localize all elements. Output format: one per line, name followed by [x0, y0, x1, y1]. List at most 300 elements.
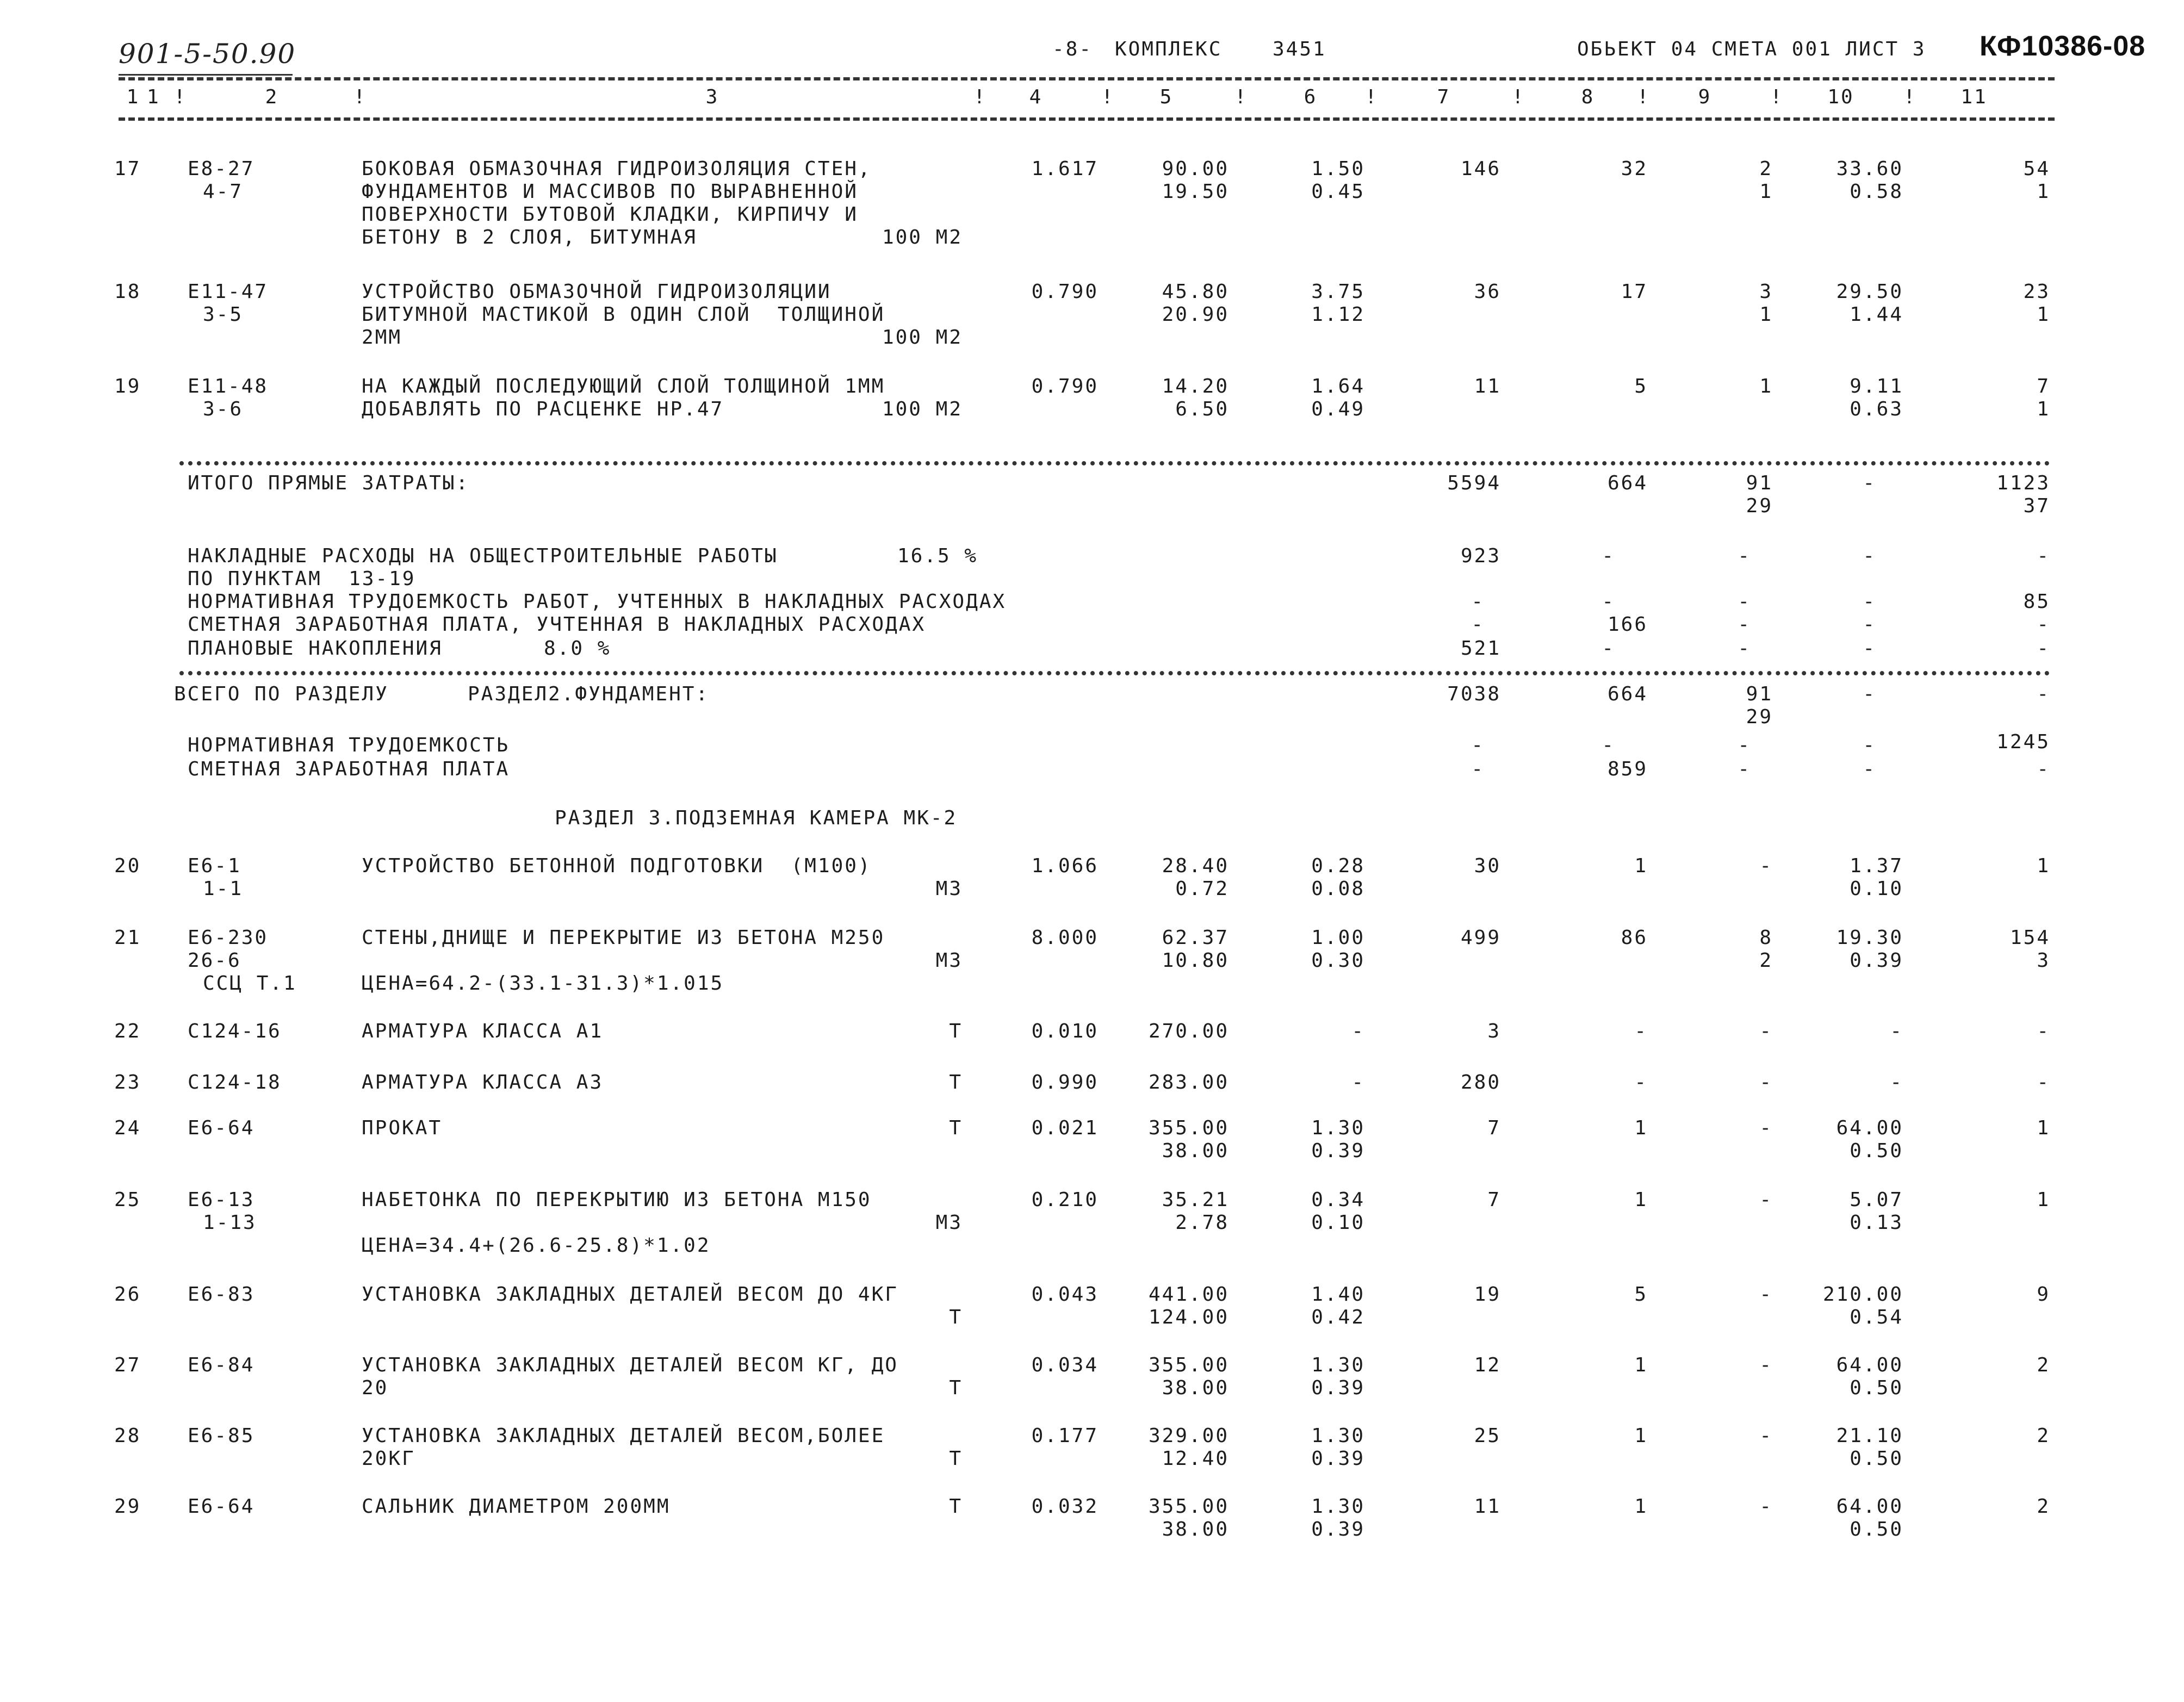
row-quantity: 1.617: [1031, 158, 1099, 180]
row-description: НА КАЖДЫЙ ПОСЛЕДУЮЩИЙ СЛОЙ ТОЛЩИНОЙ 1ММ: [362, 375, 885, 397]
overheads-c11: -: [2037, 545, 2050, 567]
col-sep: !: [973, 86, 987, 108]
row-quantity: 0.034: [1031, 1354, 1099, 1376]
norm-labor-c8: -: [1602, 734, 1615, 756]
row-description: ЦЕНА=64.2-(33.1-31.3)*1.015: [362, 972, 724, 995]
row-unit-price: 6.50: [1175, 398, 1229, 420]
row-col8: -: [1634, 1071, 1648, 1094]
wages-c9: -: [1738, 758, 1751, 780]
row-unit-price: 20.90: [1162, 303, 1229, 326]
row-col6: 0.42: [1311, 1306, 1365, 1328]
norm-labor-overhead-c8: -: [1602, 591, 1615, 613]
row-code: 3-5: [203, 303, 244, 326]
row-col10: 5.07: [1850, 1189, 1903, 1211]
row-code: Е11-48: [188, 375, 269, 397]
col-number-8: 8: [1581, 86, 1595, 108]
row-code: Е6-64: [188, 1495, 255, 1518]
row-col9: 1: [1759, 303, 1773, 326]
col-sep: 1 !: [147, 86, 188, 108]
row-col6: 1.00: [1311, 927, 1365, 949]
row-col8: 1: [1634, 1495, 1648, 1518]
col-number-7: 7: [1437, 86, 1451, 108]
row-col6: 1.64: [1311, 375, 1365, 397]
row-col6: 0.28: [1311, 855, 1365, 877]
row-unit-price: 2.78: [1175, 1212, 1229, 1234]
overheads-label: НАКЛАДНЫЕ РАСХОДЫ НА ОБЩЕСТРОИТЕЛЬНЫЕ РАБОТЫ: [188, 545, 778, 567]
drawing-code: КФ10386-08: [1980, 30, 2146, 62]
row-unit: Т: [949, 1020, 963, 1042]
section-total-dotted-rule: [179, 671, 2050, 675]
row-description: 20КГ: [362, 1448, 415, 1470]
row-col10: 1.44: [1850, 303, 1903, 326]
row-unit: М3: [935, 1212, 963, 1234]
row-unit-price: 19.50: [1162, 181, 1229, 203]
row-code: 1-1: [203, 878, 244, 900]
row-quantity: 0.043: [1031, 1283, 1099, 1306]
col-sep: !: [1637, 86, 1651, 108]
row-unit-price: 10.80: [1162, 949, 1229, 972]
row-description: УСТРОЙСТВО ОБМАЗОЧНОЙ ГИДРОИЗОЛЯЦИИ: [362, 281, 832, 303]
row-col10: -: [1890, 1020, 1903, 1042]
row-unit-price: 355.00: [1148, 1354, 1229, 1376]
row-col10: 1.37: [1850, 855, 1903, 877]
row-col10: 0.39: [1850, 949, 1903, 972]
planned-savings-c11: -: [2037, 637, 2050, 660]
row-description: НАБЕТОНКА ПО ПЕРЕКРЫТИЮ ИЗ БЕТОНА М150: [362, 1189, 872, 1211]
row-col7: 19: [1474, 1283, 1501, 1306]
wages-c11: -: [2037, 758, 2050, 780]
wages-overhead-c9: -: [1738, 613, 1751, 636]
row-number: 19: [114, 375, 141, 397]
row-code: Е6-64: [188, 1117, 255, 1139]
col-number-2: 2: [265, 86, 279, 108]
row-col6: 0.10: [1311, 1212, 1365, 1234]
row-description: ПРОКАТ: [362, 1117, 443, 1139]
section-total-label: ВСЕГО ПО РАЗДЕЛУ: [174, 683, 389, 705]
wages-c8: 859: [1607, 758, 1648, 780]
section-total-c9-2: 29: [1746, 706, 1773, 728]
wages-overhead-c10: -: [1863, 613, 1876, 636]
direct-costs-label: ИТОГО ПРЯМЫЕ ЗАТРАТЫ:: [188, 472, 470, 494]
row-col10: 21.10: [1836, 1425, 1903, 1447]
section-total-c7: 7038: [1447, 683, 1501, 705]
row-unit-price: 355.00: [1148, 1117, 1229, 1139]
planned-savings-c10: -: [1863, 637, 1876, 660]
row-code: 1-13: [203, 1212, 257, 1234]
row-number: 22: [114, 1020, 141, 1042]
row-quantity: 0.990: [1031, 1071, 1099, 1094]
wages-overhead-c7: -: [1471, 613, 1485, 636]
col-sep: !: [353, 86, 367, 108]
col-sep: !: [1770, 86, 1784, 108]
col-number-11: 11: [1960, 86, 1988, 108]
row-col10: 29.50: [1836, 281, 1903, 303]
row-col11: 2: [2037, 1495, 2050, 1518]
row-col11: -: [2037, 1020, 2050, 1042]
row-col9: -: [1759, 1354, 1773, 1376]
row-code: 26-6: [188, 949, 241, 972]
col-sep: !: [1365, 86, 1379, 108]
row-col9: -: [1759, 1425, 1773, 1447]
col-number-10: 10: [1827, 86, 1854, 108]
row-number: 29: [114, 1495, 141, 1518]
direct-costs-c11-2: 37: [2023, 495, 2050, 517]
direct-costs-c9-2: 29: [1746, 495, 1773, 517]
row-col6: -: [1351, 1020, 1365, 1042]
row-description: СТЕНЫ,ДНИЩЕ И ПЕРЕКРЫТИЕ ИЗ БЕТОНА М250: [362, 927, 885, 949]
row-code: 4-7: [203, 181, 244, 203]
row-col10: 9.11: [1850, 375, 1903, 397]
row-description: 20: [362, 1377, 389, 1399]
row-unit-price: 38.00: [1162, 1518, 1229, 1541]
norm-labor-c11: 1245: [1996, 731, 2050, 753]
row-unit-price: 35.21: [1162, 1189, 1229, 1211]
page-label: -8-: [1052, 38, 1093, 60]
row-unit-price: 124.00: [1148, 1306, 1229, 1328]
wages-overhead-c8: 166: [1607, 613, 1648, 636]
row-col11: 3: [2037, 949, 2050, 972]
row-code: Е6-13: [188, 1189, 255, 1211]
row-col10: 64.00: [1836, 1495, 1903, 1518]
row-col10: 64.00: [1836, 1117, 1903, 1139]
row-number: 26: [114, 1283, 141, 1306]
row-unit-price: 38.00: [1162, 1140, 1229, 1162]
row-col9: -: [1759, 1283, 1773, 1306]
row-col10: 0.10: [1850, 878, 1903, 900]
row-col8: 1: [1634, 1354, 1648, 1376]
row-col7: 25: [1474, 1425, 1501, 1447]
row-unit-price: 62.37: [1162, 927, 1229, 949]
row-col6: 0.30: [1311, 949, 1365, 972]
row-col10: 64.00: [1836, 1354, 1903, 1376]
row-description: БОКОВАЯ ОБМАЗОЧНАЯ ГИДРОИЗОЛЯЦИЯ СТЕН,: [362, 158, 872, 180]
row-unit-price: 90.00: [1162, 158, 1229, 180]
row-col9: -: [1759, 1071, 1773, 1094]
row-col6: 0.39: [1311, 1448, 1365, 1470]
row-col7: 280: [1460, 1071, 1501, 1094]
row-col11: 9: [2037, 1283, 2050, 1306]
row-description: САЛЬНИК ДИАМЕТРОМ 200ММ: [362, 1495, 671, 1518]
row-description: УСТРОЙСТВО БЕТОННОЙ ПОДГОТОВКИ (М100): [362, 855, 872, 877]
row-col9: -: [1759, 1117, 1773, 1139]
wages-overhead-label: СМЕТНАЯ ЗАРАБОТНАЯ ПЛАТА, УЧТЕННАЯ В НАКЛАДНЫХ РАСХОДАХ: [188, 613, 926, 636]
norm-labor-c7: -: [1471, 734, 1485, 756]
row-col11: 7: [2037, 375, 2050, 397]
row-code: 3-6: [203, 398, 244, 420]
row-unit-price: 38.00: [1162, 1377, 1229, 1399]
row-col7: 146: [1460, 158, 1501, 180]
row-quantity: 0.210: [1031, 1189, 1099, 1211]
section-total-c10: -: [1863, 683, 1876, 705]
row-code: Е6-230: [188, 927, 269, 949]
row-unit-price: 45.80: [1162, 281, 1229, 303]
row-col9: 2: [1759, 949, 1773, 972]
row-col7: 30: [1474, 855, 1501, 877]
row-col8: 1: [1634, 1117, 1648, 1139]
row-col10: 0.50: [1850, 1518, 1903, 1541]
row-col11: 154: [2009, 927, 2050, 949]
row-col6: 1.50: [1311, 158, 1365, 180]
row-quantity: 0.010: [1031, 1020, 1099, 1042]
row-unit: Т: [949, 1495, 963, 1518]
row-unit: 100 М2: [882, 326, 963, 349]
row-col10: 0.50: [1850, 1140, 1903, 1162]
row-col11: 2: [2037, 1425, 2050, 1447]
row-number: 27: [114, 1354, 141, 1376]
row-unit-price: 355.00: [1148, 1495, 1229, 1518]
header-bottom-rule: [119, 117, 2055, 121]
direct-costs-c9-1: 91: [1746, 472, 1773, 494]
col-number-3: 3: [705, 86, 719, 108]
section-total-name: РАЗДЕЛ2.ФУНДАМЕНТ:: [468, 683, 710, 705]
col-number-5: 5: [1159, 86, 1174, 108]
row-col6: 0.34: [1311, 1189, 1365, 1211]
row-col9: 2: [1759, 158, 1773, 180]
row-col6: 0.39: [1311, 1140, 1365, 1162]
overheads-percent: 16.5 %: [897, 545, 978, 567]
wages-c7: -: [1471, 758, 1485, 780]
row-col11: 1: [2037, 303, 2050, 326]
row-col11: 2: [2037, 1354, 2050, 1376]
row-unit: М3: [935, 878, 963, 900]
row-number: 24: [114, 1117, 141, 1139]
direct-costs-c11-1: 1123: [1996, 472, 2050, 494]
row-col6: 0.39: [1311, 1377, 1365, 1399]
planned-savings-c8: -: [1602, 637, 1615, 660]
norm-labor-overhead-label: НОРМАТИВНАЯ ТРУДОЕМКОСТЬ РАБОТ, УЧТЕННЫХ В НАКЛАДНЫХ РАСХОДАХ: [188, 591, 1007, 613]
row-unit-price: 329.00: [1148, 1425, 1229, 1447]
row-col11: 1: [2037, 1117, 2050, 1139]
row-code: Е6-1: [188, 855, 241, 877]
row-unit: 100 М2: [882, 398, 963, 420]
row-description: УСТАНОВКА ЗАКЛАДНЫХ ДЕТАЛЕЙ ВЕСОМ КГ, ДО: [362, 1354, 898, 1376]
row-description: УСТАНОВКА ЗАКЛАДНЫХ ДЕТАЛЕЙ ВЕСОМ,БОЛЕЕ: [362, 1425, 885, 1447]
row-code: Е8-27: [188, 158, 255, 180]
row-unit-price: 14.20: [1162, 375, 1229, 397]
row-col9: -: [1759, 1020, 1773, 1042]
row-unit-price: 0.72: [1175, 878, 1229, 900]
norm-labor-c10: -: [1863, 734, 1876, 756]
overheads-c7: 923: [1460, 545, 1501, 567]
row-col10: 33.60: [1836, 158, 1903, 180]
planned-savings-percent: 8.0 %: [544, 637, 611, 660]
row-col7: 11: [1474, 1495, 1501, 1518]
row-col6: 1.30: [1311, 1425, 1365, 1447]
row-quantity: 0.177: [1031, 1425, 1099, 1447]
section-3-title: РАЗДЕЛ 3.ПОДЗЕМНАЯ КАМЕРА МК-2: [555, 807, 958, 829]
overheads-label-2: ПО ПУНКТАМ 13-19: [188, 568, 416, 590]
row-code: С124-18: [188, 1071, 282, 1094]
row-col6: 0.08: [1311, 878, 1365, 900]
direct-costs-c10: -: [1863, 472, 1876, 494]
row-number: 20: [114, 855, 141, 877]
wages-c10: -: [1863, 758, 1876, 780]
row-col8: 17: [1621, 281, 1648, 303]
row-code: Е6-84: [188, 1354, 255, 1376]
wages-overhead-c11: -: [2037, 613, 2050, 636]
row-col10: 19.30: [1836, 927, 1903, 949]
row-col10: 0.13: [1850, 1212, 1903, 1234]
row-col11: 54: [2023, 158, 2050, 180]
row-code: Е6-83: [188, 1283, 255, 1306]
row-code: Е11-47: [188, 281, 269, 303]
row-number: 25: [114, 1189, 141, 1211]
col-sep: !: [1234, 86, 1248, 108]
overheads-c10: -: [1863, 545, 1876, 567]
planned-savings-label: ПЛАНОВЫЕ НАКОПЛЕНИЯ: [188, 637, 443, 660]
row-number: 28: [114, 1425, 141, 1447]
section-total-c9-1: 91: [1746, 683, 1773, 705]
row-col8: 32: [1621, 158, 1648, 180]
row-col7: 11: [1474, 375, 1501, 397]
row-col8: 5: [1634, 1283, 1648, 1306]
header-top-rule: [119, 77, 2055, 80]
row-quantity: 0.021: [1031, 1117, 1099, 1139]
row-unit: 100 М2: [882, 226, 963, 249]
row-unit-price: 441.00: [1148, 1283, 1229, 1306]
norm-labor-overhead-c9: -: [1738, 591, 1751, 613]
norm-labor-overhead-c7: -: [1471, 591, 1485, 613]
row-quantity: 0.790: [1031, 375, 1099, 397]
row-col7: 12: [1474, 1354, 1501, 1376]
direct-costs-c8: 664: [1607, 472, 1648, 494]
row-col10: 0.63: [1850, 398, 1903, 420]
norm-labor-c9: -: [1738, 734, 1751, 756]
row-description: 2ММ: [362, 326, 402, 349]
col-number-4: 4: [1029, 86, 1043, 108]
col-sep: !: [1512, 86, 1525, 108]
row-col6: 1.30: [1311, 1354, 1365, 1376]
norm-labor-overhead-c11: 85: [2023, 591, 2050, 613]
row-col9: -: [1759, 855, 1773, 877]
col-number-6: 6: [1304, 86, 1318, 108]
row-col9: 1: [1759, 375, 1773, 397]
row-description: УСТАНОВКА ЗАКЛАДНЫХ ДЕТАЛЕЙ ВЕСОМ ДО 4КГ: [362, 1283, 898, 1306]
row-code: С124-16: [188, 1020, 282, 1042]
complex-label: КОМПЛЕКС: [1115, 38, 1223, 60]
row-unit: Т: [949, 1117, 963, 1139]
row-code: ССЦ Т.1: [203, 972, 297, 995]
row-col6: 3.75: [1311, 281, 1365, 303]
row-col6: 1.40: [1311, 1283, 1365, 1306]
col-sep: !: [1101, 86, 1115, 108]
row-quantity: 1.066: [1031, 855, 1099, 877]
row-col10: 0.54: [1850, 1306, 1903, 1328]
row-col11: 1: [2037, 1189, 2050, 1211]
totals-top-dotted-rule: [179, 461, 2050, 465]
row-col11: 1: [2037, 398, 2050, 420]
row-unit: Т: [949, 1377, 963, 1399]
col-sep: !: [1903, 86, 1917, 108]
row-unit-price: 270.00: [1148, 1020, 1229, 1042]
section-total-c11: -: [2037, 683, 2050, 705]
row-col11: 1: [2037, 181, 2050, 203]
row-unit: М3: [935, 949, 963, 972]
row-quantity: 0.790: [1031, 281, 1099, 303]
row-col7: 499: [1460, 927, 1501, 949]
row-col7: 36: [1474, 281, 1501, 303]
row-description: ФУНДАМЕНТОВ И МАССИВОВ ПО ВЫРАВНЕННОЙ: [362, 181, 858, 203]
row-col10: -: [1890, 1071, 1903, 1094]
row-col7: 7: [1487, 1189, 1501, 1211]
col-number-1: 1: [126, 86, 140, 108]
row-col11: -: [2037, 1071, 2050, 1094]
row-col7: 3: [1487, 1020, 1501, 1042]
row-unit: Т: [949, 1071, 963, 1094]
row-col8: 86: [1621, 927, 1648, 949]
row-number: 23: [114, 1071, 141, 1094]
project-number: 901-5-50.90: [119, 38, 296, 70]
planned-savings-c9: -: [1738, 637, 1751, 660]
row-col6: 0.45: [1311, 181, 1365, 203]
norm-labor-label: НОРМАТИВНАЯ ТРУДОЕМКОСТЬ: [188, 734, 510, 756]
row-col6: 0.39: [1311, 1518, 1365, 1541]
section-total-c8: 664: [1607, 683, 1648, 705]
row-col9: 3: [1759, 281, 1773, 303]
row-col11: 23: [2023, 281, 2050, 303]
row-description: БИТУМНОЙ МАСТИКОЙ В ОДИН СЛОЙ ТОЛЩИНОЙ: [362, 303, 885, 326]
row-col6: 0.49: [1311, 398, 1365, 420]
row-description: БЕТОНУ В 2 СЛОЯ, БИТУМНАЯ: [362, 226, 697, 249]
row-col11: 1: [2037, 855, 2050, 877]
project-number-underline: [119, 74, 293, 76]
planned-savings-c7: 521: [1460, 637, 1501, 660]
row-description: АРМАТУРА КЛАССА А3: [362, 1071, 604, 1094]
col-number-9: 9: [1698, 86, 1712, 108]
row-col8: 1: [1634, 1189, 1648, 1211]
row-col8: -: [1634, 1020, 1648, 1042]
row-unit-price: 283.00: [1148, 1071, 1229, 1094]
row-number: 21: [114, 927, 141, 949]
row-col9: -: [1759, 1189, 1773, 1211]
row-number: 18: [114, 281, 141, 303]
row-col10: 0.58: [1850, 181, 1903, 203]
row-number: 17: [114, 158, 141, 180]
row-col8: 1: [1634, 1425, 1648, 1447]
row-description: ДОБАВЛЯТЬ ПО РАСЦЕНКЕ НР.47: [362, 398, 724, 420]
row-unit-price: 28.40: [1162, 855, 1229, 877]
row-col9: 8: [1759, 927, 1773, 949]
row-unit: Т: [949, 1306, 963, 1328]
overheads-c9: -: [1738, 545, 1751, 567]
overheads-c8: -: [1602, 545, 1615, 567]
row-col10: 210.00: [1822, 1283, 1903, 1306]
row-col6: 1.30: [1311, 1117, 1365, 1139]
row-col9: 1: [1759, 181, 1773, 203]
row-col10: 0.50: [1850, 1377, 1903, 1399]
direct-costs-c7: 5594: [1447, 472, 1501, 494]
row-col8: 5: [1634, 375, 1648, 397]
row-col6: -: [1351, 1071, 1365, 1094]
row-unit: Т: [949, 1448, 963, 1470]
complex-number: 3451: [1273, 38, 1326, 60]
object-info: ОБЬЕКТ 04 СМЕТА 001 ЛИСТ 3: [1577, 38, 1926, 60]
row-description: ЦЕНА=34.4+(26.6-25.8)*1.02: [362, 1234, 711, 1257]
row-col6: 1.12: [1311, 303, 1365, 326]
row-col7: 7: [1487, 1117, 1501, 1139]
row-col9: -: [1759, 1495, 1773, 1518]
row-description: ПОВЕРХНОСТИ БУТОВОЙ КЛАДКИ, КИРПИЧУ И: [362, 203, 858, 226]
row-col10: 0.50: [1850, 1448, 1903, 1470]
row-quantity: 0.032: [1031, 1495, 1099, 1518]
wages-label: СМЕТНАЯ ЗАРАБОТНАЯ ПЛАТА: [188, 758, 510, 780]
norm-labor-overhead-c10: -: [1863, 591, 1876, 613]
row-col6: 1.30: [1311, 1495, 1365, 1518]
row-unit-price: 12.40: [1162, 1448, 1229, 1470]
row-description: АРМАТУРА КЛАССА А1: [362, 1020, 604, 1042]
row-quantity: 8.000: [1031, 927, 1099, 949]
row-col8: 1: [1634, 855, 1648, 877]
